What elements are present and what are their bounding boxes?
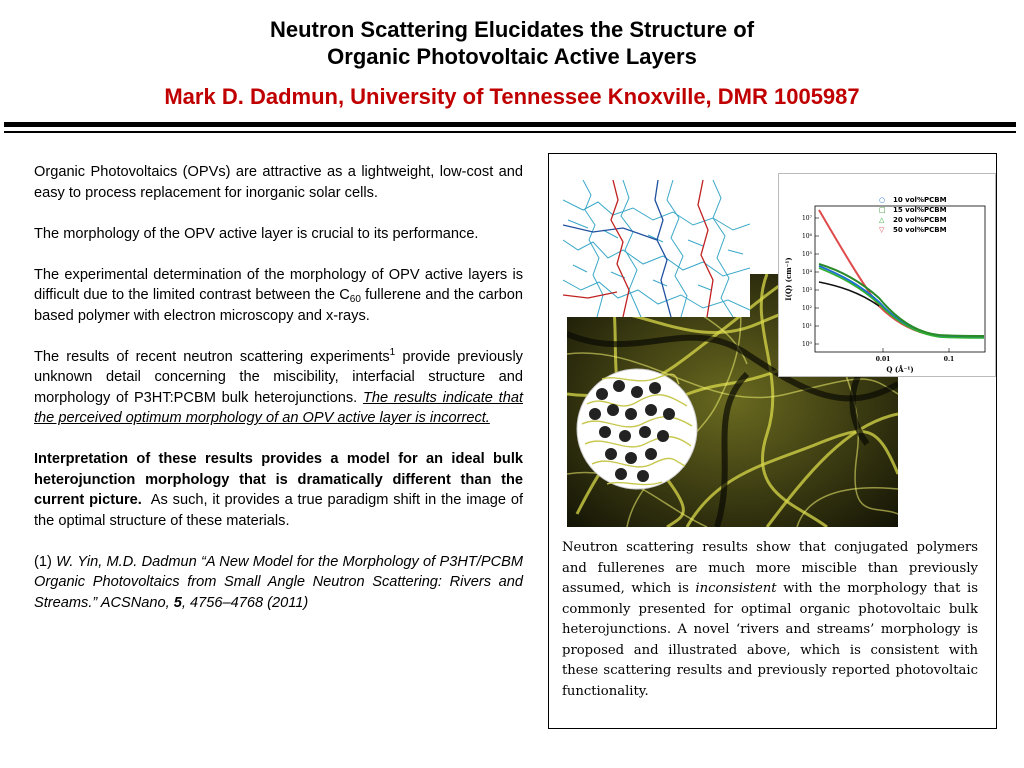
legend-marker-2: △ [879,216,885,224]
bold-interpretation: Interpretation of these results provides a model for an ideal bulk heterojunction morphology that is dramatically different than the current picture. [34,451,523,508]
y-tick-7: 10⁰ [801,341,812,348]
legend-marker-1: □ [879,206,886,214]
x-tick-0: 0.01 [875,356,891,363]
river-network [563,180,750,317]
legend-entry-3: 50 vol%PCBM [893,226,947,234]
y-tick-6: 10¹ [801,323,812,330]
y-tick-4: 10³ [801,287,812,294]
paragraph-results: The results of recent neutron scattering experiments$^1$ provide previously unknown detail concerning the miscibility, interfacial structure and morphology of P3HT:PCBM bulk heterojunctions. The results indicate that the perceived optimum morphology of an OPV active layer is incorrect. [34,346,524,426]
header-rule-thin [4,131,1016,133]
author-line: Mark D. Dadmun, University of Tennessee Knoxville, DMR 1005987 [164,84,860,109]
figure-caption: Neutron scattering results show that conjugated polymers and fullerenes are much more miscible than previously assumed, which is inconsistent with the morphology that is commonly presented for optimal organic photovoltaic bulk heterojunctions. A novel ‘rivers and streams’ morphology is proposed and illustrated above, which is consistent with these scattering results and previously reported photovoltaic functionality. [562,540,978,699]
header-rule-thick [4,122,1016,127]
left-text-column [34,162,523,634]
figure-box [548,153,997,729]
paragraph-interpretation: Interpretation of these results provides a model for an ideal bulk heterojunction morphology that is dramatically different than the current picture. As such, it provides a true paradigm shift in the image of the optimal structure of these materials. [34,451,524,529]
y-axis-label: I(Q) (cm⁻¹) [784,257,793,301]
legend-entry-0: 10 vol%PCBM [893,196,947,204]
legend-marker-0: ○ [879,196,886,204]
paragraph-experimental: The experimental determination of the morphology of OPV active layers is difficult due to the limited contrast between the $C_{60}$ fullerene and the carbon based polymer with electron microscopy and x-rays. [34,266,523,324]
caption-italic-word: inconsistent [695,581,777,596]
y-tick-1: 10⁶ [801,233,812,240]
x-tick-1: 0.1 [943,356,955,363]
y-tick-3: 10⁴ [801,269,812,276]
y-tick-2: 10⁵ [801,251,812,258]
reference-citation: (1) W. Yin, M.D. Dadmun “A New Model for the Morphology of P3HT/PCBM Organic Photovoltaics from Small Angle Neutron Scattering: Rivers and Streams.” ACSNano, 5, 4756–4768 (2011) [34,553,524,611]
title-line-1: Neutron Scattering Elucidates the Structure of [269,17,755,42]
y-tick-5: 10² [801,305,812,312]
x-axis-label: Q (Å⁻¹) [886,365,914,374]
title-line-2: Organic Photovoltaic Active Layers [327,44,697,69]
subscript-60: 60 [349,294,361,305]
paragraph-morphology: The morphology of the OPV active layer is crucial to its performance. [34,225,479,242]
river-map-image [563,180,750,317]
reference-superscript: 1 [389,346,396,358]
scattering-plot [778,173,996,377]
slide-title [0,16,1024,70]
y-tick-0: 10⁷ [801,215,812,222]
legend-entry-1: 15 vol%PCBM [893,206,947,214]
legend-marker-3: ▽ [879,226,885,234]
underlined-conclusion: The results indicate that the perceived optimum morphology of an OPV active layer is incorrect. [34,389,524,426]
scattering-plot-svg [779,174,995,376]
paragraph-opv-intro: Organic Photovoltaics (OPVs) are attractive as a lightweight, low-cost and easy to process replacement for inorganic solar cells. [34,164,523,201]
legend-entry-2: 20 vol%PCBM [893,216,947,224]
